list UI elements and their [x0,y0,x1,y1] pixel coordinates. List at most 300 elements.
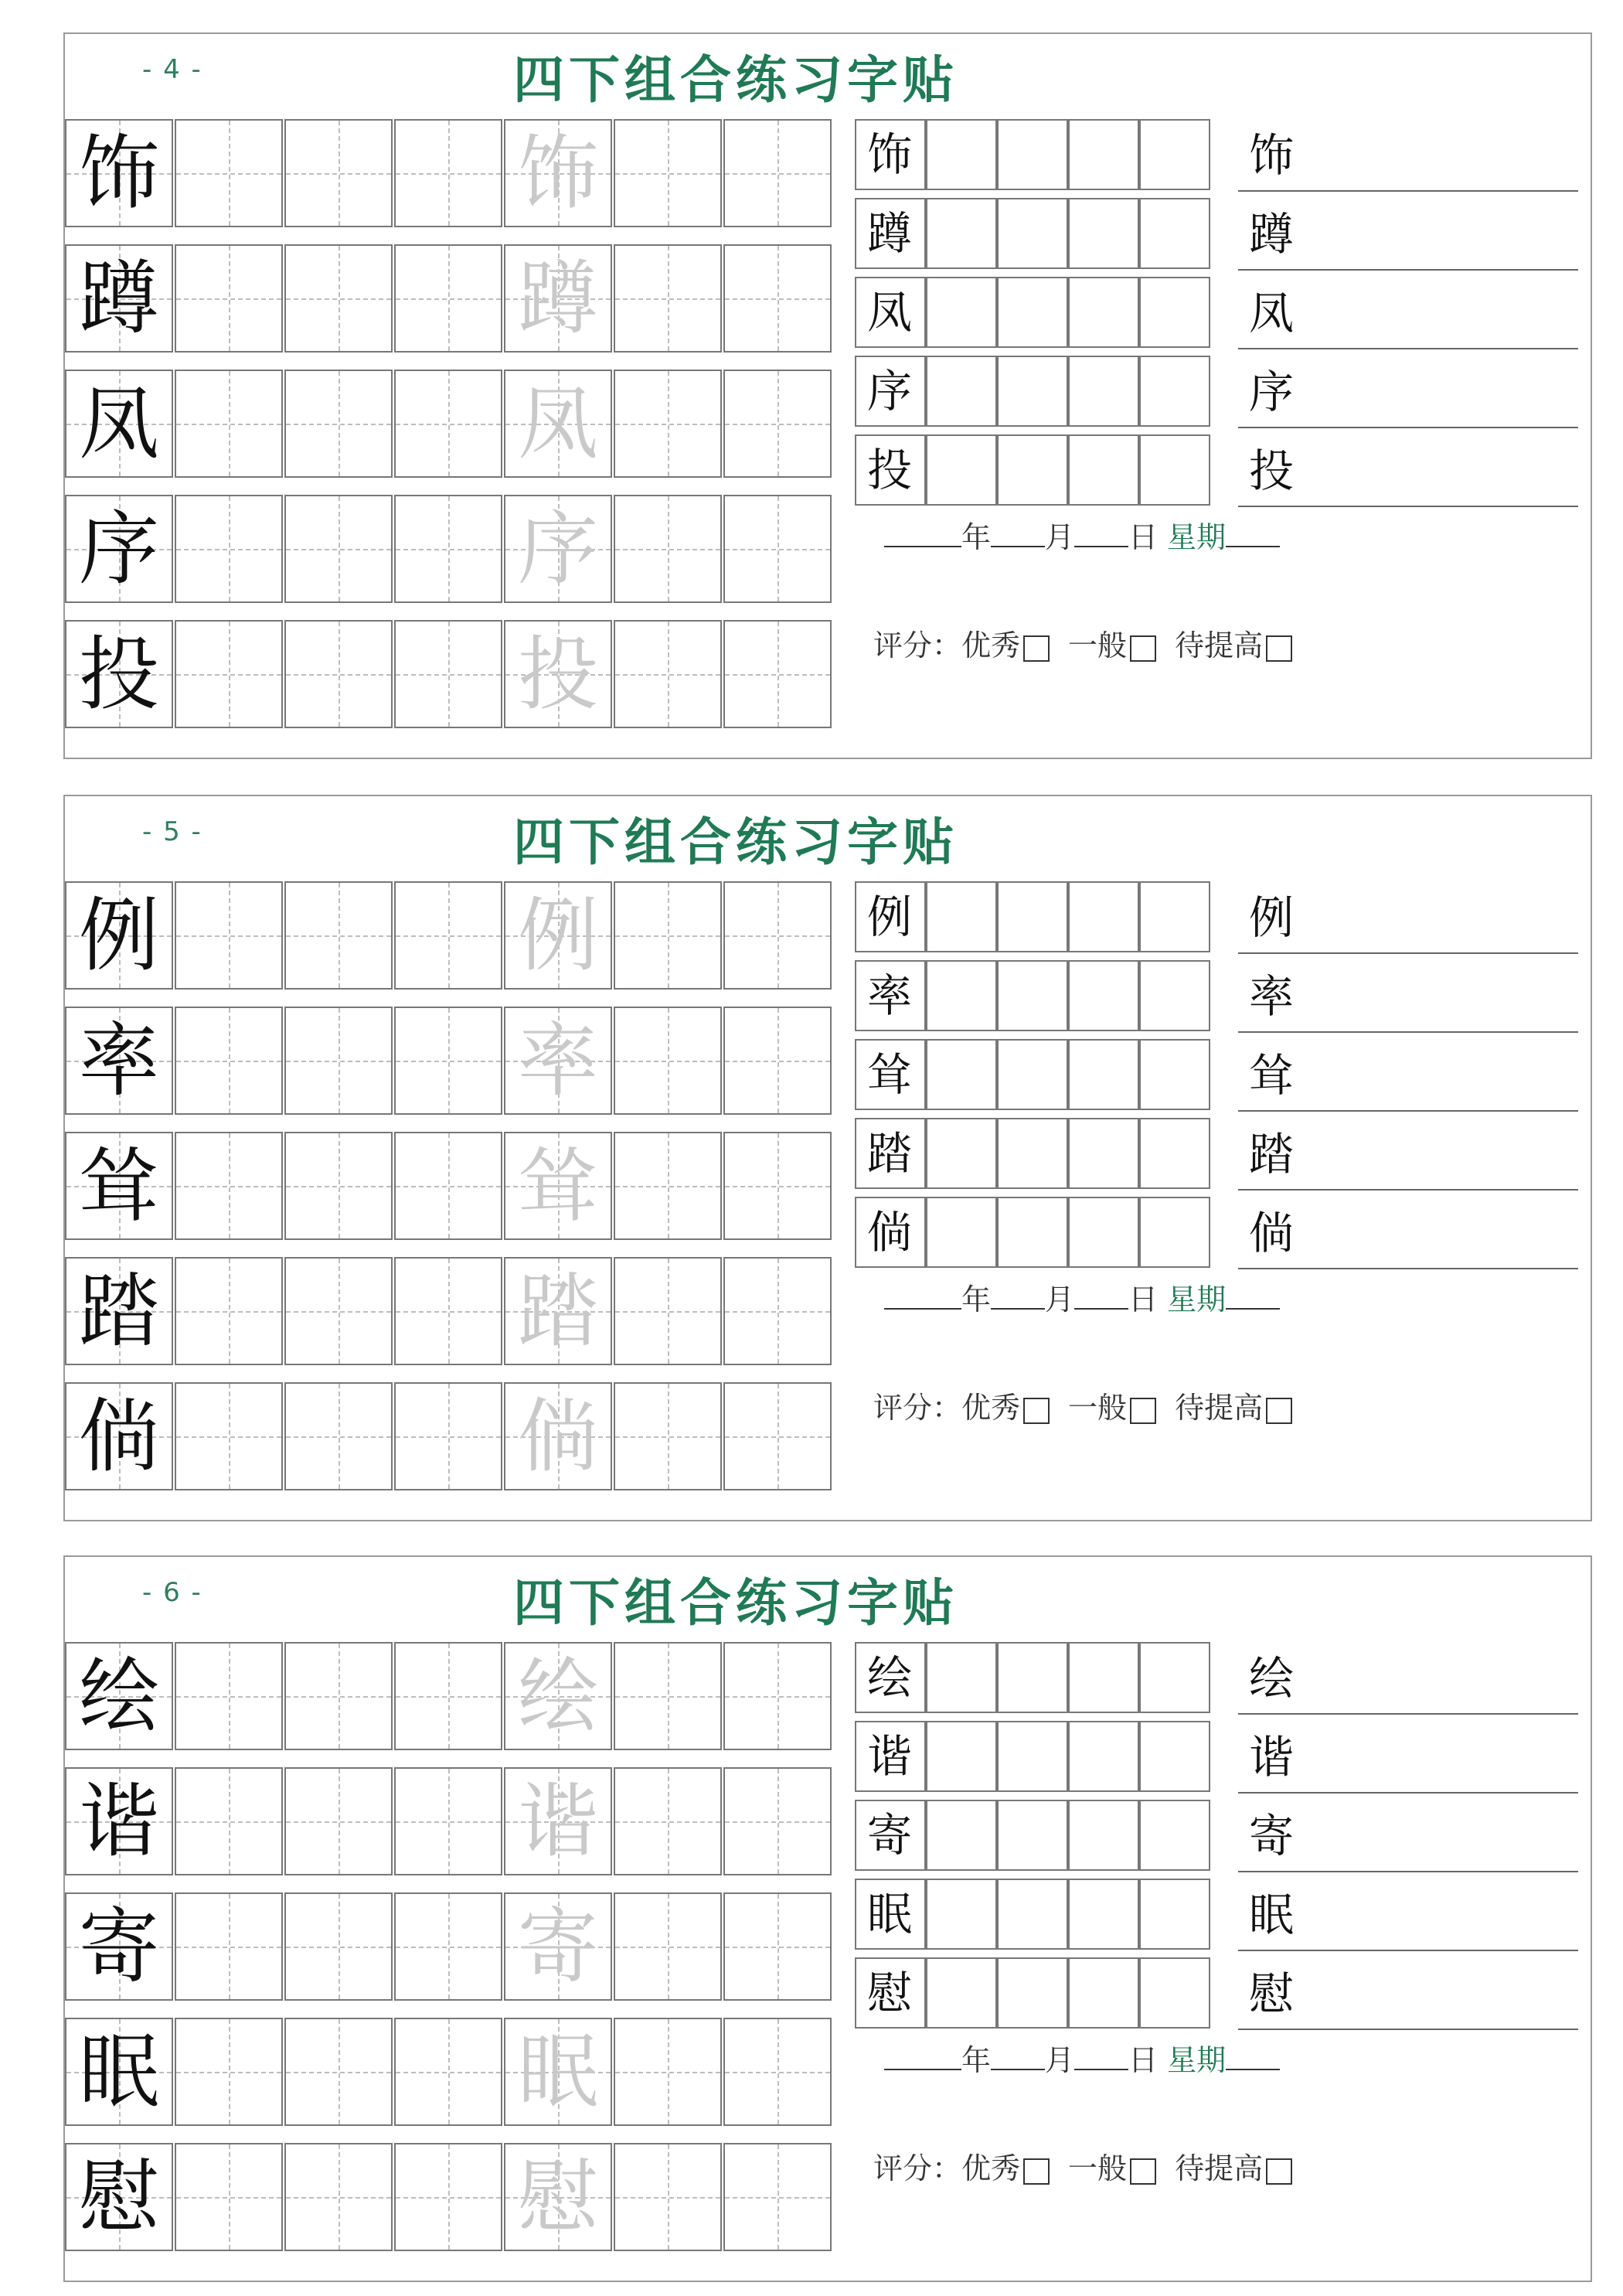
small-grid-cell [855,434,926,506]
model-character: 例 [78,888,159,983]
grade-excellent-checkbox[interactable] [1023,1398,1050,1424]
grade-average-label: 一般 [1068,2151,1128,2185]
tianzige-cell[interactable] [723,2143,832,2251]
tianzige-cell [504,1642,612,1750]
small-grid-cell[interactable] [1139,1118,1210,1189]
small-grid-cell [855,881,926,952]
tianzige-cell [504,1007,612,1115]
page-number: - 6 - [142,1577,202,1608]
tianzige-cell[interactable] [723,244,832,353]
tianzige-cell[interactable] [284,370,393,478]
small-grid-cell[interactable] [1139,119,1210,190]
small-model-character: 例 [867,891,913,943]
day-label: 日 [1128,1283,1159,1317]
small-model-character: 谐 [867,1730,913,1783]
tianzige-cell [65,2018,173,2126]
tianzige-cell [65,881,173,990]
small-grid-cell[interactable] [1068,1800,1139,1871]
grading-label: 评分 [873,629,933,663]
large-grid-row [65,1767,834,1879]
small-grid-cell[interactable] [926,1642,997,1713]
tianzige-cell[interactable] [175,1767,283,1875]
model-character: 绘 [78,1649,159,1743]
small-grid-cell[interactable] [997,1039,1068,1110]
small-grid-cell[interactable] [926,1721,997,1792]
grading-row [873,1384,1311,1426]
tianzige-cell[interactable] [175,1892,283,2001]
tianzige-cell[interactable] [614,1642,722,1750]
small-model-character: 投 [867,444,913,496]
tianzige-cell[interactable] [284,1382,393,1490]
tianzige-cell [504,2018,612,2126]
small-grid-cell[interactable] [997,881,1068,952]
tianzige-cell[interactable] [284,2018,393,2126]
large-grid-row [65,370,834,481]
small-grid-cell[interactable] [926,881,997,952]
tianzige-cell[interactable] [723,1007,832,1115]
tianzige-cell[interactable] [394,1892,502,2001]
tianzige-cell [65,620,173,728]
writing-line[interactable] [1238,1118,1578,1191]
grade-excellent-label: 优秀 [961,2151,1021,2185]
tianzige-cell[interactable] [394,2143,502,2251]
practice-panel [63,795,1592,1521]
tianzige-cell[interactable] [614,495,722,603]
small-grid-cell[interactable] [1068,277,1139,348]
tianzige-cell[interactable] [614,1892,722,2001]
small-grid-cell[interactable] [997,1879,1068,1950]
tianzige-cell [65,1767,173,1875]
grade-average-checkbox[interactable] [1130,635,1156,662]
grade-excellent-checkbox[interactable] [1023,635,1050,662]
day-blank[interactable] [1074,1308,1128,1310]
writing-line[interactable] [1238,881,1578,954]
tianzige-cell[interactable] [614,1132,722,1240]
small-grid-cell[interactable] [997,1800,1068,1871]
tianzige-cell[interactable] [723,1257,832,1365]
tianzige-cell [65,1642,173,1750]
small-grid-cell[interactable] [1068,119,1139,190]
large-grid-row [65,1892,834,2004]
tianzige-cell[interactable] [723,2018,832,2126]
tianzige-cell[interactable] [723,1132,832,1240]
large-grid-row [65,1132,834,1243]
tianzige-cell[interactable] [723,1642,832,1750]
small-model-character: 倘 [867,1206,913,1259]
sheet-title: 四下组合练习字贴 [513,50,958,110]
writing-line[interactable] [1238,1197,1578,1269]
writing-line[interactable] [1238,1879,1578,1951]
small-grid-cell[interactable] [926,960,997,1031]
model-character: 投 [78,627,159,721]
tianzige-cell[interactable] [614,1382,722,1490]
line-model-character: 踏 [1249,1128,1295,1180]
small-grid-cell [855,356,926,427]
tianzige-cell [504,244,612,353]
small-model-character: 踏 [867,1127,913,1180]
small-grid-row [855,881,1210,952]
small-model-character: 寄 [867,1809,913,1862]
tianzige-cell [504,119,612,227]
practice-panel [63,1555,1592,2282]
tianzige-cell[interactable] [394,1767,502,1875]
trace-character: 眠 [517,2025,598,2119]
writing-line[interactable] [1238,960,1578,1033]
writing-line[interactable] [1238,356,1578,428]
tianzige-cell[interactable] [284,2143,393,2251]
small-grid-cell[interactable] [1068,1642,1139,1713]
trace-character: 率 [517,1013,598,1108]
grading-label: 评分 [873,2151,933,2185]
writing-line[interactable] [1238,198,1578,271]
tianzige-cell[interactable] [175,620,283,728]
small-grid-cell[interactable] [926,1197,997,1268]
tianzige-cell[interactable] [175,2018,283,2126]
large-grid-row [65,1382,834,1494]
tianzige-cell[interactable] [614,620,722,728]
small-grid-cell[interactable] [1068,434,1139,506]
tianzige-cell[interactable] [394,1382,502,1490]
tianzige-cell [504,2143,612,2251]
year-blank[interactable] [884,1308,961,1310]
tianzige-cell[interactable] [175,1642,283,1750]
small-grid-cell[interactable] [1068,960,1139,1031]
tianzige-cell [504,620,612,728]
small-grid-cell[interactable] [1139,1879,1210,1950]
tianzige-cell[interactable] [614,119,722,227]
weekday-label: 星期 [1167,520,1227,554]
trace-character: 凤 [517,376,598,471]
day-blank[interactable] [1074,2069,1128,2070]
small-grid-row [855,960,1210,1031]
line-model-character: 慰 [1249,1967,1295,2020]
small-grid-cell[interactable] [1139,960,1210,1031]
large-grid-row [65,1257,834,1368]
year-blank[interactable] [884,546,961,547]
tianzige-cell[interactable] [614,1767,722,1875]
small-grid-cell[interactable] [1068,1879,1139,1950]
grade-improve-checkbox[interactable] [1266,1398,1292,1424]
tianzige-cell[interactable] [394,244,502,353]
small-grid-cell [855,277,926,348]
small-grid-cell[interactable] [997,1197,1068,1268]
small-grid-cell[interactable] [997,356,1068,427]
grade-improve-label: 待提高 [1175,2151,1264,2185]
tianzige-cell[interactable] [614,244,722,353]
year-label: 年 [961,1283,992,1317]
small-grid-row [855,198,1210,269]
grading-separator: ： [932,629,962,663]
tianzige-cell[interactable] [723,1892,832,2001]
small-grid-cell[interactable] [1139,881,1210,952]
small-grid-row [855,1957,1210,2029]
small-grid-cell [855,1197,926,1268]
tianzige-cell[interactable] [723,370,832,478]
tianzige-cell[interactable] [175,495,283,603]
tianzige-cell[interactable] [394,495,502,603]
small-grid-cell[interactable] [1139,356,1210,427]
small-grid-cell[interactable] [1139,1197,1210,1268]
tianzige-cell [65,1257,173,1365]
page-number: - 4 - [142,54,202,85]
year-blank[interactable] [884,2069,961,2070]
small-model-character: 绘 [867,1651,913,1704]
trace-character: 倘 [517,1389,598,1484]
grade-excellent-checkbox[interactable] [1023,2158,1050,2185]
model-character: 眠 [78,2025,159,2119]
page-number: - 5 - [142,816,202,847]
model-character: 慰 [78,2150,159,2244]
small-grid-cell[interactable] [997,1118,1068,1189]
small-grid-cell[interactable] [926,277,997,348]
writing-line[interactable] [1238,1642,1578,1715]
tianzige-cell[interactable] [284,620,393,728]
tianzige-cell[interactable] [614,1257,722,1365]
small-grid-cell[interactable] [1068,356,1139,427]
tianzige-cell[interactable] [394,1132,502,1240]
tianzige-cell[interactable] [284,1767,393,1875]
month-blank[interactable] [991,2069,1045,2070]
small-grid-cell[interactable] [926,119,997,190]
tianzige-cell [65,1007,173,1115]
tianzige-cell[interactable] [284,495,393,603]
tianzige-cell [65,495,173,603]
small-grid-cell [855,1118,926,1189]
tianzige-cell[interactable] [394,1007,502,1115]
small-grid-row [855,1118,1210,1189]
grade-improve-checkbox[interactable] [1266,2158,1292,2185]
tianzige-cell[interactable] [284,1007,393,1115]
tianzige-cell [504,1892,612,2001]
month-label: 月 [1045,1283,1075,1317]
small-grid-cell[interactable] [997,1957,1068,2029]
model-character: 耸 [78,1139,159,1233]
weekday-blank[interactable] [1226,2069,1280,2070]
small-grid-cell [855,1039,926,1110]
trace-character: 饰 [517,126,598,220]
model-character: 序 [78,502,159,596]
small-grid-row [855,356,1210,427]
grading-row [873,2144,1311,2187]
day-label: 日 [1128,2043,1159,2077]
small-grid-cell[interactable] [926,1118,997,1189]
tianzige-cell[interactable] [175,881,283,990]
small-grid-cell[interactable] [997,1642,1068,1713]
tianzige-cell[interactable] [284,1892,393,2001]
trace-character: 慰 [517,2150,598,2244]
grade-average-checkbox[interactable] [1130,2158,1156,2185]
large-grid-row [65,244,834,356]
year-label: 年 [961,2043,992,2077]
small-grid-row [855,434,1210,506]
writing-line[interactable] [1238,1800,1578,1872]
tianzige-cell[interactable] [614,370,722,478]
small-grid-row [855,1642,1210,1713]
tianzige-cell[interactable] [394,2018,502,2126]
large-grid-row [65,1642,834,1753]
tianzige-cell[interactable] [614,2143,722,2251]
tianzige-cell[interactable] [723,495,832,603]
small-grid-cell[interactable] [997,960,1068,1031]
tianzige-cell[interactable] [175,244,283,353]
tianzige-cell[interactable] [394,1642,502,1750]
tianzige-cell[interactable] [394,620,502,728]
tianzige-cell[interactable] [614,2018,722,2126]
small-grid-cell[interactable] [1068,881,1139,952]
small-grid-cell[interactable] [1068,1118,1139,1189]
large-grid-row [65,1007,834,1118]
tianzige-cell[interactable] [394,370,502,478]
tianzige-cell[interactable] [175,1257,283,1365]
weekday-label: 星期 [1167,1283,1227,1317]
line-model-character: 序 [1249,366,1295,418]
grading-separator: ： [932,1391,962,1425]
small-grid-cell[interactable] [1139,198,1210,269]
tianzige-cell [65,244,173,353]
grade-improve-checkbox[interactable] [1266,635,1292,662]
grade-average-label: 一般 [1068,1391,1128,1425]
date-line [884,513,1280,556]
writing-line[interactable] [1238,277,1578,349]
small-grid-row [855,1721,1210,1792]
writing-line[interactable] [1238,1957,1578,2030]
tianzige-cell[interactable] [723,119,832,227]
line-model-character: 例 [1249,891,1295,944]
line-model-character: 投 [1249,445,1295,497]
small-model-character: 饰 [867,128,913,181]
small-grid-cell[interactable] [1139,434,1210,506]
day-label: 日 [1128,520,1159,554]
small-grid-cell[interactable] [1139,1642,1210,1713]
day-blank[interactable] [1074,546,1128,547]
writing-line[interactable] [1238,1039,1578,1112]
line-model-character: 寄 [1249,1810,1295,1862]
small-grid-cell[interactable] [926,1039,997,1110]
month-blank[interactable] [991,546,1045,547]
tianzige-cell[interactable] [175,1007,283,1115]
tianzige-cell[interactable] [394,1257,502,1365]
small-grid-cell[interactable] [997,277,1068,348]
grade-excellent-label: 优秀 [961,629,1021,663]
tianzige-cell[interactable] [723,620,832,728]
tianzige-cell[interactable] [175,2143,283,2251]
small-grid-cell[interactable] [926,1800,997,1871]
writing-line[interactable] [1238,434,1578,507]
grading-row [873,622,1311,664]
line-model-character: 饰 [1249,129,1295,182]
tianzige-cell[interactable] [614,881,722,990]
writing-line[interactable] [1238,119,1578,192]
grading-label: 评分 [873,1391,933,1425]
grade-excellent-label: 优秀 [961,1391,1021,1425]
small-grid-cell[interactable] [1139,1800,1210,1871]
tianzige-cell [504,495,612,603]
tianzige-cell[interactable] [723,1382,832,1490]
small-grid-cell[interactable] [1068,1721,1139,1792]
weekday-blank[interactable] [1226,546,1280,547]
month-label: 月 [1045,520,1075,554]
small-grid-cell[interactable] [1139,1039,1210,1110]
tianzige-cell[interactable] [723,1767,832,1875]
small-model-character: 率 [867,969,913,1022]
line-model-character: 绘 [1249,1652,1295,1705]
tianzige-cell [504,370,612,478]
small-grid-cell[interactable] [1139,1721,1210,1792]
grade-average-checkbox[interactable] [1130,1398,1156,1424]
small-grid-cell[interactable] [926,356,997,427]
small-grid-cell [855,1800,926,1871]
small-grid-cell[interactable] [1139,277,1210,348]
tianzige-cell[interactable] [175,370,283,478]
small-grid-cell[interactable] [926,434,997,506]
model-character: 踏 [78,1264,159,1358]
line-model-character: 耸 [1249,1049,1295,1102]
small-grid-cell[interactable] [926,198,997,269]
small-grid-row [855,1879,1210,1950]
small-grid-cell [855,1721,926,1792]
tianzige-cell[interactable] [284,1132,393,1240]
small-grid-cell[interactable] [1068,198,1139,269]
small-grid-cell[interactable] [1139,1957,1210,2029]
writing-line[interactable] [1238,1721,1578,1794]
trace-character: 投 [517,627,598,721]
trace-character: 绘 [517,1649,598,1743]
date-line [884,1276,1280,1318]
model-character: 饰 [78,126,159,220]
small-grid-cell[interactable] [926,1957,997,2029]
small-grid-cell[interactable] [997,198,1068,269]
line-model-character: 蹲 [1249,208,1295,261]
small-model-character: 耸 [867,1048,913,1101]
trace-character: 谐 [517,1774,598,1868]
tianzige-cell[interactable] [723,881,832,990]
tianzige-cell[interactable] [284,881,393,990]
small-grid-cell[interactable] [926,1879,997,1950]
small-grid-cell [855,198,926,269]
grade-improve-label: 待提高 [1175,1391,1264,1425]
line-model-character: 谐 [1249,1731,1295,1783]
trace-character: 踏 [517,1264,598,1358]
practice-panel [63,32,1592,759]
tianzige-cell[interactable] [394,881,502,990]
small-grid-cell[interactable] [997,434,1068,506]
small-grid-cell[interactable] [1068,1197,1139,1268]
weekday-blank[interactable] [1226,1308,1280,1310]
tianzige-cell[interactable] [614,1007,722,1115]
small-grid-cell[interactable] [997,1721,1068,1792]
tianzige-cell[interactable] [284,1257,393,1365]
tianzige-cell[interactable] [175,1132,283,1240]
month-blank[interactable] [991,1308,1045,1310]
tianzige-cell[interactable] [284,119,393,227]
small-grid-cell[interactable] [1068,1957,1139,2029]
small-grid-row [855,119,1210,190]
tianzige-cell[interactable] [284,1642,393,1750]
tianzige-cell[interactable] [394,119,502,227]
grade-improve-label: 待提高 [1175,629,1264,663]
line-model-character: 率 [1249,970,1295,1023]
tianzige-cell[interactable] [284,244,393,353]
tianzige-cell[interactable] [175,119,283,227]
small-grid-cell[interactable] [997,119,1068,190]
tianzige-cell [504,881,612,990]
small-model-character: 序 [867,365,913,417]
small-grid-cell [855,1642,926,1713]
tianzige-cell[interactable] [175,1382,283,1490]
small-grid-cell[interactable] [1068,1039,1139,1110]
large-grid-row [65,881,834,993]
small-grid-cell [855,1957,926,2029]
